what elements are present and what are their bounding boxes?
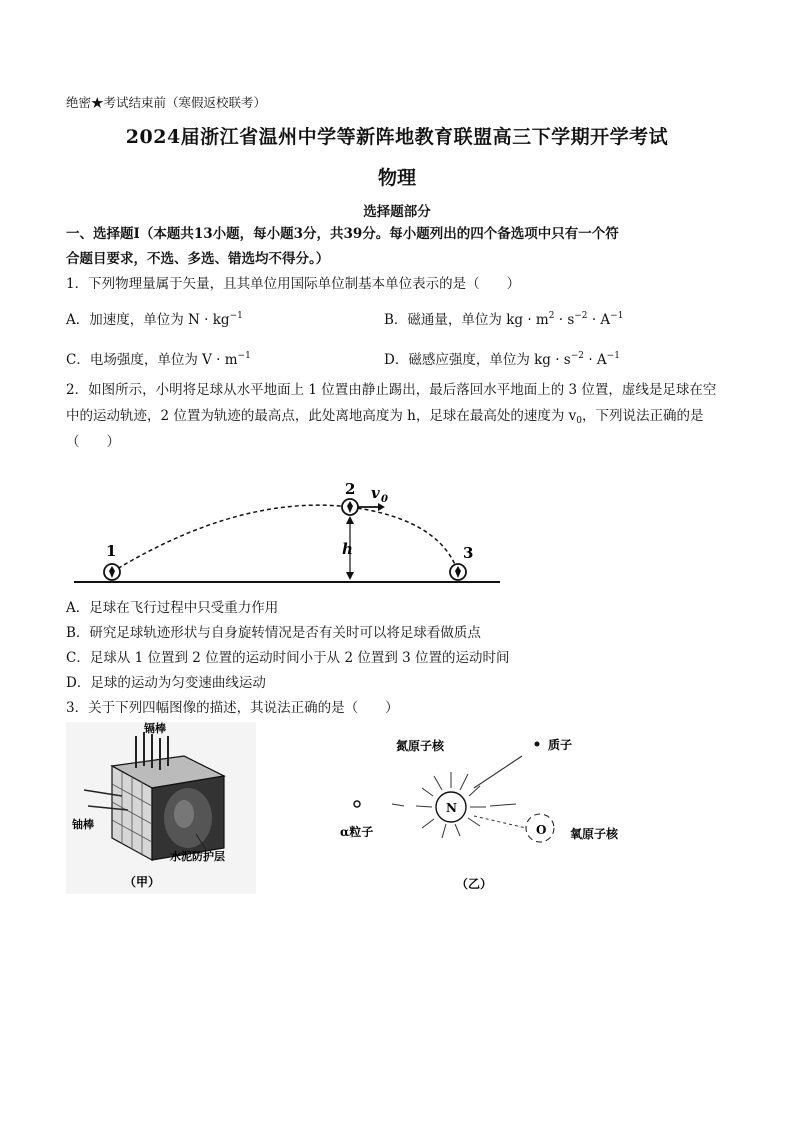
q2-option-c: C．足球从 1 位置到 2 位置的运动时间小于从 2 位置到 3 位置的运动时间 bbox=[66, 650, 510, 666]
label-N: N bbox=[446, 801, 457, 815]
q1-option-b-mid: · s bbox=[554, 312, 575, 328]
q1-option-b-exp1: 2 bbox=[548, 311, 555, 321]
q2-option-d: D．足球的运动为匀变速曲线运动 bbox=[66, 675, 266, 691]
label-v: v bbox=[371, 484, 380, 502]
label-1: 1 bbox=[106, 542, 117, 560]
football-trajectory-figure bbox=[60, 474, 510, 592]
q1-option-a bbox=[66, 308, 243, 328]
section-heading bbox=[66, 222, 730, 272]
label-v-subscript: 0 bbox=[381, 494, 388, 505]
caption-jia: （甲） bbox=[124, 875, 161, 889]
label-O: O bbox=[536, 823, 547, 837]
section-line-1: 一、选择题Ⅰ（本题共13小题，每小题3分，共39分。每小题列出的四个备选项中只有一个符 bbox=[66, 226, 619, 242]
proton-track bbox=[474, 756, 522, 788]
q1-option-d-exp1: −2 bbox=[570, 351, 585, 361]
q1-option-d-end: · A bbox=[584, 352, 607, 368]
q1-option-d-text: D．磁感应强度，单位为 kg · s bbox=[384, 352, 571, 368]
ball-position-2-icon bbox=[342, 499, 358, 515]
q2-stem-line-2 bbox=[66, 403, 730, 429]
height-arrowhead-down bbox=[346, 572, 354, 580]
q2-option-a: A．足球在飞行过程中只受重力作用 bbox=[66, 600, 279, 616]
label-alpha: α粒子 bbox=[340, 825, 374, 839]
question-2-stem bbox=[66, 377, 730, 455]
q2-stem-line-3: （ ） bbox=[66, 434, 120, 450]
height-arrowhead-up bbox=[346, 516, 354, 524]
alpha-dot bbox=[354, 801, 360, 807]
q2-v-subscript: 0 bbox=[576, 416, 583, 426]
label-cement-wall: 水泥防护层 bbox=[170, 850, 225, 863]
label-control-rod: 镉棒 bbox=[144, 722, 166, 735]
q1-option-b bbox=[384, 308, 623, 328]
confidential-label: 绝密★考试结束前（寒假返校联考） bbox=[66, 95, 267, 110]
reactor-figure bbox=[66, 722, 256, 894]
q2-stem-line-2b: ，下列说法正确的是 bbox=[582, 408, 704, 424]
label-oxygen: 氧原子核 bbox=[570, 827, 619, 841]
label-fuel-rod: 铀棒 bbox=[72, 818, 94, 831]
q1-option-c-text: C．电场强度，单位为 V · m bbox=[66, 352, 238, 368]
exam-title: 2024届浙江省温州中学等新阵地教育联盟高三下学期开学考试 bbox=[125, 126, 669, 148]
oxygen-track bbox=[474, 816, 526, 828]
question-1-stem: 1．下列物理量属于矢量，且其单位用国际单位制基本单位表示的是（ ） bbox=[66, 276, 521, 292]
q1-option-d bbox=[384, 348, 620, 368]
trajectory-dashed bbox=[112, 505, 458, 572]
part-heading: 选择题部分 bbox=[363, 204, 431, 220]
ball-position-1-icon bbox=[104, 564, 120, 580]
q1-option-b-end: · A bbox=[587, 312, 611, 328]
q1-option-b-text: B．磁通量，单位为 kg · m bbox=[384, 312, 549, 328]
q1-option-a-exp: −1 bbox=[229, 311, 243, 321]
section-line-2: 合题目要求，不选、多选、错选均不得分。） bbox=[66, 251, 330, 267]
alpha-reaction-figure bbox=[330, 724, 640, 894]
label-3: 3 bbox=[463, 544, 474, 562]
ball-position-3-icon bbox=[450, 564, 466, 580]
caption-yi: （乙） bbox=[456, 877, 493, 891]
label-2: 2 bbox=[345, 480, 356, 498]
label-h: h bbox=[342, 540, 353, 558]
q2-option-b: B．研究足球轨迹形状与自身旋转情况是否有关时可以将足球看做质点 bbox=[66, 625, 481, 641]
q1-option-d-exp2: −1 bbox=[606, 351, 620, 361]
subject-title: 物理 bbox=[377, 167, 416, 189]
label-proton: 质子 bbox=[548, 738, 573, 752]
q1-option-c bbox=[66, 348, 251, 368]
q2-stem-line-1: 2．如图所示，小明将足球从水平地面上 1 位置由静止踢出，最后落回水平地面上的 3 位置，虚线是足球在空 bbox=[66, 382, 717, 398]
q1-option-b-exp2: −2 bbox=[574, 311, 588, 321]
proton-dot bbox=[535, 742, 540, 747]
q2-stem-line-2a: 中的运动轨迹，2 位置为轨迹的最高点，此处离地高度为 h，足球在最高处的速度为 v bbox=[66, 408, 577, 424]
label-nitrogen: 氮原子核 bbox=[396, 739, 445, 753]
question-3-stem: 3．关于下列四幅图像的描述，其说法正确的是（ ） bbox=[66, 700, 399, 716]
q1-option-a-text: A．加速度，单位为 N · kg bbox=[66, 312, 230, 328]
q1-option-b-exp3: −1 bbox=[610, 311, 624, 321]
q1-option-c-exp: −1 bbox=[237, 351, 251, 361]
